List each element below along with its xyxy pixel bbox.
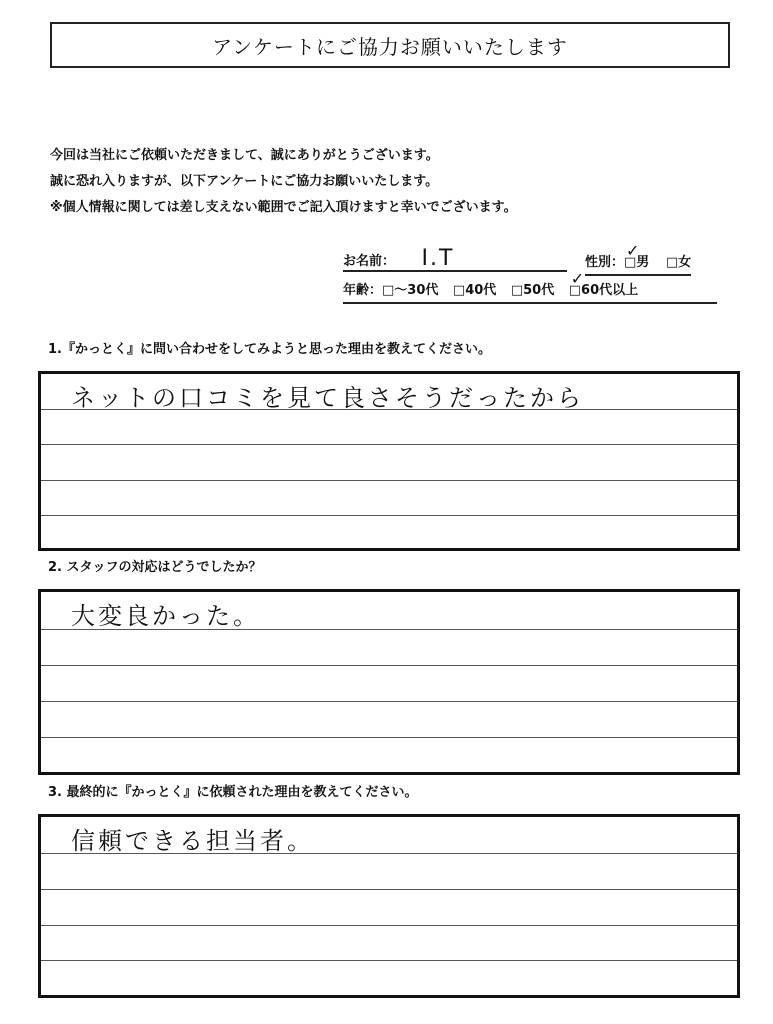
- gender-field: [585, 241, 692, 276]
- check-icon: ✓: [626, 241, 640, 260]
- age-option: □～30代: [382, 283, 439, 298]
- gender-option: □男: [624, 255, 650, 270]
- survey-title: アンケートにご協力お願いいたします: [50, 22, 730, 68]
- gender-female-checkbox: □女: [665, 255, 692, 270]
- age-option: □60代以上: [568, 283, 639, 298]
- gender-label: 性別：: [585, 255, 625, 270]
- intro-line: 今回は当社にご依頼いただきまして、誠にありがとうございます。: [50, 148, 439, 163]
- intro-line: ※個人情報に関しては差し支えない範囲でご記入頂けますと幸いでございます。: [50, 200, 517, 215]
- intro-text: [50, 143, 517, 221]
- age-field: [343, 269, 717, 304]
- age-label: 年齢：: [343, 283, 383, 298]
- name-label: お名前：: [343, 254, 396, 269]
- question-3: 3. 最終的に『かっとく』に依頼された理由を教えてください。: [48, 785, 418, 800]
- age-option: □50代: [510, 283, 555, 298]
- check-icon: ✓: [570, 269, 585, 288]
- answer-box-1: [38, 371, 740, 551]
- answer-2: 大変良かった。: [71, 602, 260, 630]
- age-60-checkbox: [568, 269, 639, 302]
- gender-male-checkbox: [624, 241, 650, 274]
- answer-box-3: [38, 814, 740, 998]
- question-1: 1.『かっとく』に問い合わせをしてみようと思った理由を教えてください。: [48, 342, 491, 357]
- intro-line: 誠に恐れ入りますが、以下アンケートにご協力お願いいたします。: [50, 174, 439, 189]
- answer-1: ネットの口コミを見て良さそうだったから: [71, 384, 584, 412]
- name-value: I.T: [421, 246, 455, 271]
- question-2: 2. スタッフの対応はどうでしたか？: [48, 560, 262, 575]
- age-option: □40代: [452, 283, 497, 298]
- answer-box-2: [38, 589, 740, 775]
- answer-3: 信頼できる担当者。: [71, 827, 314, 855]
- name-field: [343, 248, 567, 272]
